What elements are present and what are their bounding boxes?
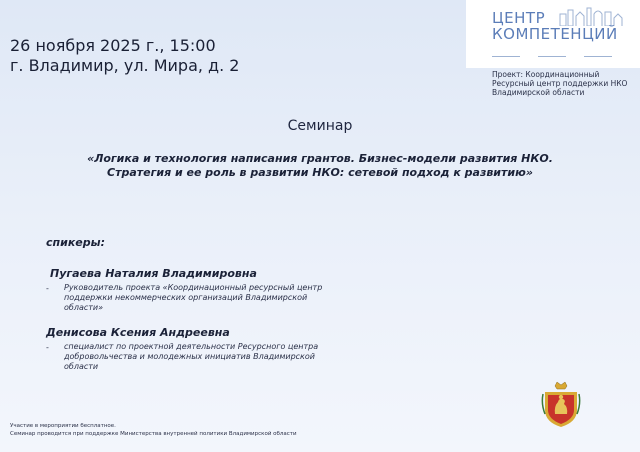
list-bullet: - [46, 284, 49, 293]
event-date-location [10, 36, 239, 76]
seminar-label: Семинар [287, 118, 353, 134]
project-line2: Ресурсный центр поддержки НКО [492, 79, 628, 88]
project-line1: Проект: Координационный [492, 70, 600, 79]
project-info [492, 70, 638, 97]
logo-text-line2: КОМПЕТЕНЦИЙ [492, 25, 618, 43]
speakers-label: спикеры: [46, 236, 105, 249]
footer-line1: Участие в мероприятии бесплатное. [10, 423, 116, 429]
topic-line2: Стратегия и ее роль в развитии НКО: сетевой подход к развитию» [107, 166, 533, 179]
speaker-desc-line: поддержки некоммерческих организаций Владимирской [64, 293, 308, 302]
speaker-desc-line: добровольчества и молодежных инициатив Владимирской [64, 352, 315, 361]
seminar-topic [40, 152, 600, 180]
project-line3: Владимирской области [492, 88, 585, 97]
speaker-description [64, 283, 322, 313]
footer-line2: Семинар проводится при поддержке Министерства внутренней политики Владимирской области [10, 431, 297, 437]
list-bullet: - [46, 343, 49, 352]
speaker-desc-line: области [64, 362, 99, 371]
vladimir-coat-of-arms-icon [541, 380, 581, 428]
competence-center-logo [466, 0, 640, 68]
logo-text-line1: ЦЕНТР [492, 9, 546, 27]
footer-note [10, 422, 297, 438]
event-date: 26 ноября 2025 г., 15:00 [10, 36, 216, 55]
topic-line1: «Логика и технология написания грантов. Бизнес-модели развития НКО. [87, 152, 553, 165]
speaker-desc-line: специалист по проектной деятельности Ресурсного центра [64, 342, 319, 351]
event-location: г. Владимир, ул. Мира, д. 2 [10, 56, 240, 75]
speaker-desc-line: области» [64, 303, 104, 312]
speaker-name: Пугаева Наталия Владимировна [50, 267, 257, 280]
speaker-desc-line: Руководитель проекта «Координационный ресурсный центр [64, 283, 323, 292]
speaker-description [64, 342, 318, 372]
logo-underline [492, 56, 612, 60]
speaker-name: Денисова Ксения Андреевна [46, 326, 230, 339]
